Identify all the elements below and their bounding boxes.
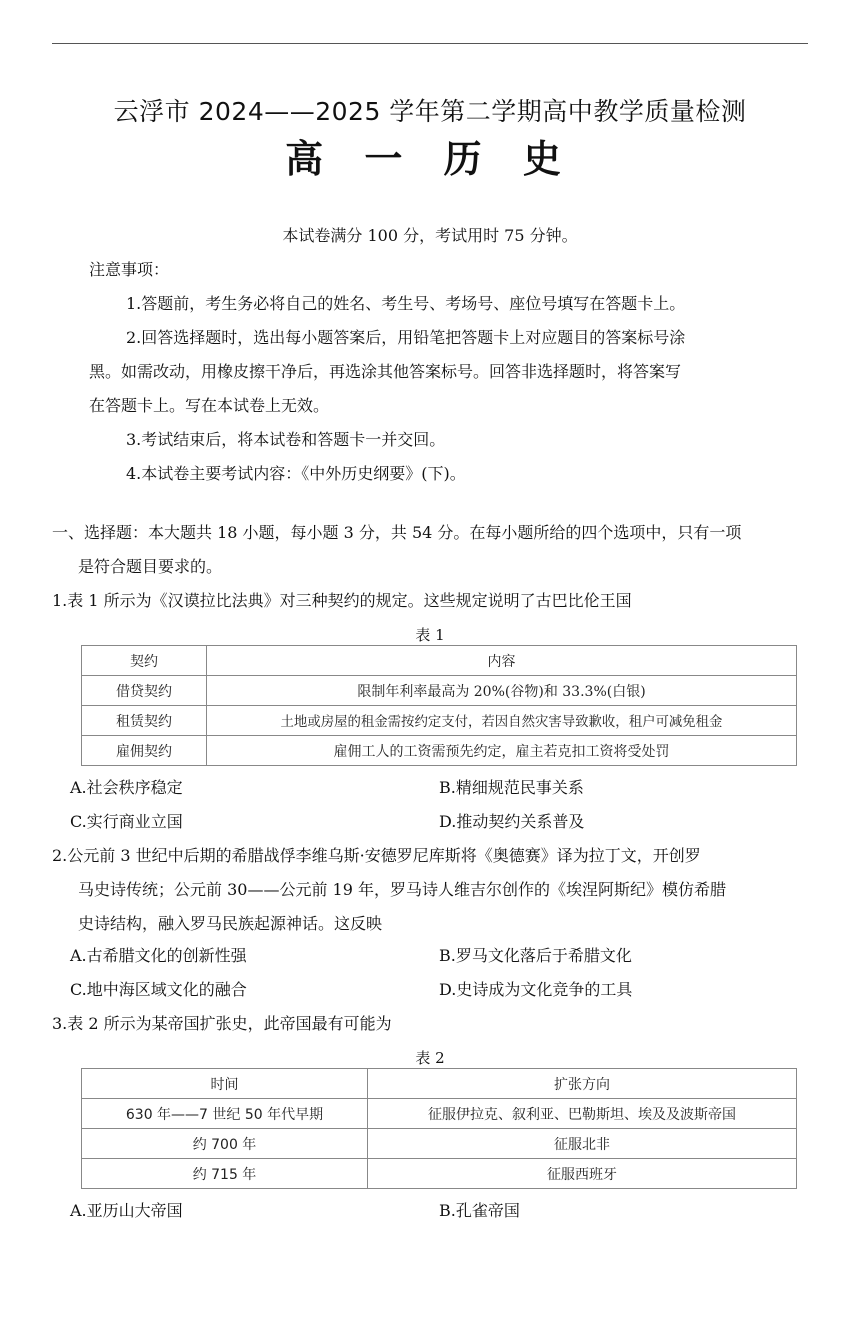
q2-option-d: D.史诗成为文化竞争的工具 bbox=[439, 980, 633, 999]
q2-option-c: C.地中海区域文化的融合 bbox=[70, 980, 247, 999]
note-2-line-2: 黑。如需改动，用橡皮擦干净后，再选涂其他答案标号。回答非选择题时，将答案写 bbox=[89, 362, 682, 381]
table-2-caption: 表 2 bbox=[415, 1049, 445, 1067]
table-row bbox=[82, 706, 797, 736]
q1-option-a: A.社会秩序稳定 bbox=[70, 778, 183, 797]
table-row bbox=[82, 676, 797, 706]
score-time-info: 本试卷满分 100 分，考试用时 75 分钟。 bbox=[282, 226, 578, 245]
subject-title: 高 一 历 史 bbox=[285, 137, 575, 181]
table-header-row bbox=[82, 1069, 797, 1099]
table-row bbox=[82, 1159, 797, 1189]
question-2-stem-line-1: 2.公元前 3 世纪中后期的希腊战俘李维乌斯·安德罗尼库斯将《奥德赛》译为拉丁文，开创罗 bbox=[52, 846, 701, 865]
table-cell: 约 700 年 bbox=[82, 1129, 368, 1159]
q2-option-b: B.罗马文化落后于希腊文化 bbox=[439, 946, 632, 965]
exam-title: 云浮市 2024——2025 学年第二学期高中教学质量检测 bbox=[113, 97, 747, 126]
table-row bbox=[82, 1099, 797, 1129]
section-1-heading-cont: 是符合题目要求的。 bbox=[78, 557, 223, 576]
q1-option-c: C.实行商业立国 bbox=[70, 812, 183, 831]
table-1-caption: 表 1 bbox=[415, 626, 445, 644]
table-cell: 借贷契约 bbox=[82, 676, 207, 706]
table-cell: 630 年——7 世纪 50 年代早期 bbox=[82, 1099, 368, 1129]
q3-option-a: A.亚历山大帝国 bbox=[70, 1201, 183, 1220]
note-2-line-3: 在答题卡上。写在本试卷上无效。 bbox=[89, 396, 330, 415]
note-1: 1.答题前，考生务必将自己的姓名、考生号、考场号、座位号填写在答题卡上。 bbox=[126, 294, 686, 313]
table-cell: 约 715 年 bbox=[82, 1159, 368, 1189]
table-header-cell: 扩张方向 bbox=[368, 1069, 797, 1099]
note-3: 3.考试结束后，将本试卷和答题卡一并交回。 bbox=[126, 430, 446, 449]
table-cell: 征服西班牙 bbox=[368, 1159, 797, 1189]
table-cell: 雇佣契约 bbox=[82, 736, 207, 766]
table-cell: 雇佣工人的工资需预先约定，雇主若克扣工资将受处罚 bbox=[207, 736, 797, 766]
table-2 bbox=[81, 1068, 797, 1189]
question-3-stem: 3.表 2 所示为某帝国扩张史，此帝国最有可能为 bbox=[52, 1014, 392, 1033]
notes-label: 注意事项： bbox=[89, 260, 170, 279]
note-4: 4.本试卷主要考试内容：《中外历史纲要》(下)。 bbox=[126, 464, 466, 483]
q2-option-a: A.古希腊文化的创新性强 bbox=[70, 946, 247, 965]
question-1-stem: 1.表 1 所示为《汉谟拉比法典》对三种契约的规定。这些规定说明了古巴比伦王国 bbox=[52, 591, 632, 610]
table-header-cell: 时间 bbox=[82, 1069, 368, 1099]
table-row bbox=[82, 1129, 797, 1159]
q1-option-b: B.精细规范民事关系 bbox=[439, 778, 584, 797]
table-cell: 征服伊拉克、叙利亚、巴勒斯坦、埃及及波斯帝国 bbox=[368, 1099, 797, 1129]
table-header-cell: 内容 bbox=[207, 646, 797, 676]
table-cell: 租赁契约 bbox=[82, 706, 207, 736]
q3-option-b: B.孔雀帝国 bbox=[439, 1201, 520, 1220]
table-header-cell: 契约 bbox=[82, 646, 207, 676]
table-cell: 征服北非 bbox=[368, 1129, 797, 1159]
table-1 bbox=[81, 645, 797, 766]
table-cell: 土地或房屋的租金需按约定支付，若因自然灾害导致歉收，租户可减免租金 bbox=[207, 706, 797, 736]
question-2-stem-line-2: 马史诗传统；公元前 30——公元前 19 年，罗马诗人维吉尔创作的《埃涅阿斯纪》模仿希腊 bbox=[78, 880, 726, 899]
note-2-line-1: 2.回答选择题时，选出每小题答案后，用铅笔把答题卡上对应题目的答案标号涂 bbox=[126, 328, 686, 347]
table-header-row bbox=[82, 646, 797, 676]
question-2-stem-line-3: 史诗结构，融入罗马民族起源神话。这反映 bbox=[78, 914, 383, 933]
section-1-heading: 一、选择题：本大题共 18 小题，每小题 3 分，共 54 分。在每小题所给的四个选项中，只有一项 bbox=[52, 523, 742, 542]
q1-option-d: D.推动契约关系普及 bbox=[439, 812, 585, 831]
table-cell: 限制年利率最高为 20%(谷物)和 33.3%(白银) bbox=[207, 676, 797, 706]
table-row bbox=[82, 736, 797, 766]
top-rule bbox=[52, 43, 808, 44]
